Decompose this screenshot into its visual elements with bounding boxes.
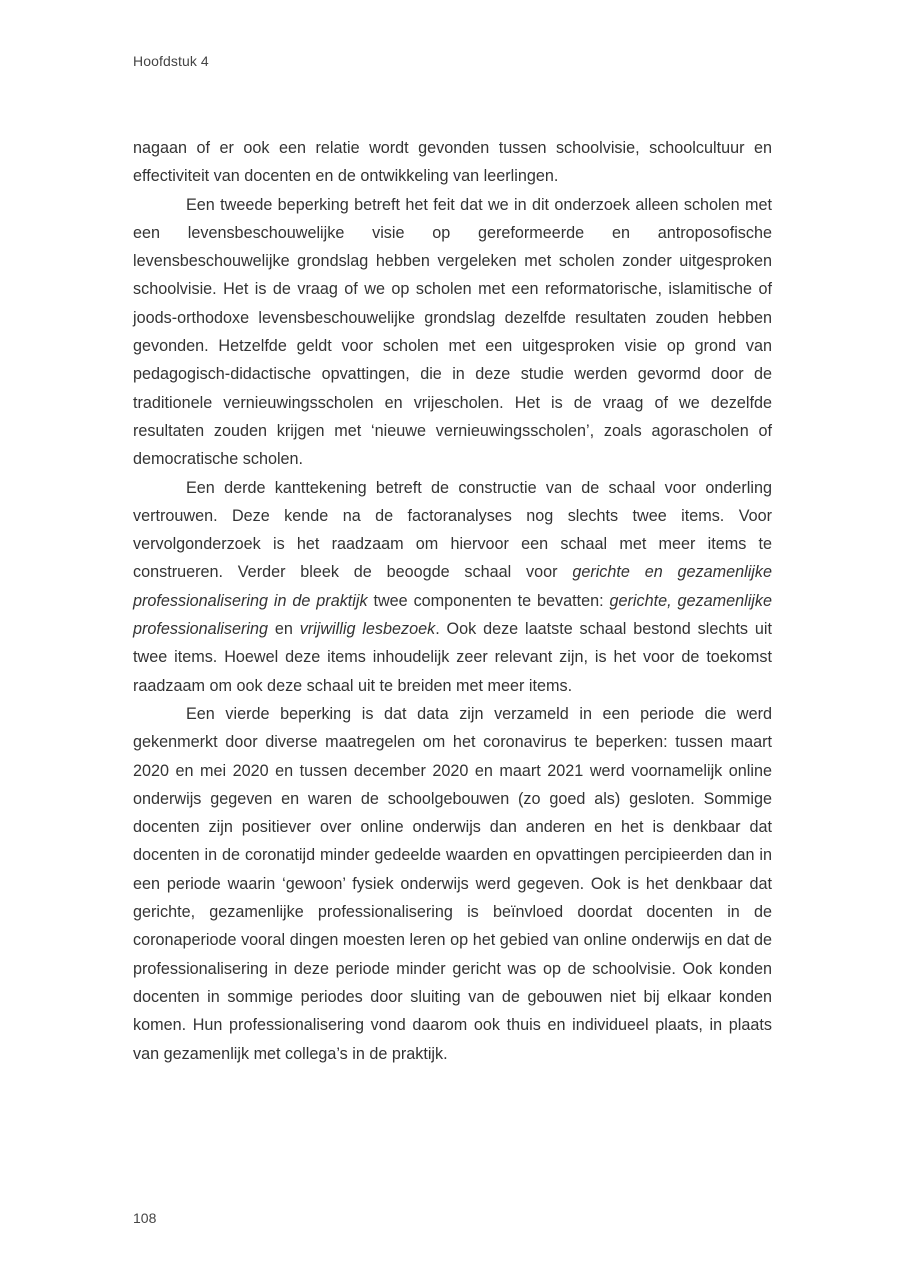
text-segment: en bbox=[267, 620, 300, 639]
italic-term: gerichte en gezamenlijke professionalisering in de praktijk bbox=[133, 563, 772, 610]
paragraph-third-limitation bbox=[133, 474, 772, 700]
running-head: Hoofdstuk 4 bbox=[133, 53, 209, 69]
paragraph-second-limitation bbox=[133, 191, 772, 474]
paragraph-fourth-limitation bbox=[133, 700, 772, 1068]
italic-term: vrijwillig lesbezoek bbox=[299, 620, 436, 639]
text-segment: . Ook deze laatste schaal bestond slechts uit twee items. Hoewel deze items inhoudelijk zeer relevant zijn, is het voor de toekomst raadzaam om ook deze schaal uit te breiden met meer items. bbox=[133, 620, 772, 695]
paragraph-continuation bbox=[133, 134, 772, 191]
text-segment: nagaan of er ook een relatie wordt gevonden tussen schoolvisie, schoolcultuur en effectiviteit van docenten en de ontwikkeling van leerlingen. bbox=[133, 139, 772, 186]
text-segment: Een derde kanttekening betreft de constructie van de schaal voor onderling vertrouwen. Deze kende na de factoranalyses nog slechts twee items. Voor vervolgonderzoek is het raadzaam om hiervoor een schaal met meer items te construeren. Verder bleek de beoogde schaal voor bbox=[133, 478, 772, 582]
italic-term: gerichte, gezamenlijke professionalisering bbox=[133, 591, 772, 639]
body-text bbox=[133, 134, 772, 1068]
text-segment: twee componenten te bevatten: bbox=[367, 591, 610, 610]
text-segment: Een tweede beperking betreft het feit dat we in dit onderzoek alleen scholen met een levensbeschouwelijke visie op gereformeerde en antroposofische levensbeschouwelijke grondslag hebben vergeleken met scholen zonder uitgesproken schoolvisie. Het is de vraag of we op scholen met een reformatorische, islamitische of joods-orthodoxe levensbeschouwelijke grondslag dezelfde resultaten zouden hebben gevonden. Hetzelfde geldt voor scholen met een uitgesproken visie op grond van pedagogisch-didactische opvattingen, die in deze studie werden gevormd door de traditionele vernieuwingsscholen en vrijescholen. Het is de vraag of we dezelfde resultaten zouden krijgen met ‘nieuwe vernieuwingsscholen’, zoals agorascholen of democratische scholen. bbox=[133, 195, 772, 469]
text-segment: Een vierde beperking is dat data zijn verzameld in een periode die werd gekenmerkt door diverse maatregelen om het coronavirus te beperken: tussen maart 2020 en mei 2020 en tussen december 2020 en maart 2021 werd voornamelijk online onderwijs gegeven en waren de schoolgebouwen (zo goed als) gesloten. Sommige docenten zijn positiever over online onderwijs dan anderen en het is denkbaar dat docenten in de coronatijd minder gedeelde waarden en opvattingen percipieerden dan in een periode waarin ‘gewoon’ fysiek onderwijs werd gegeven. Ook is het denkbaar dat gerichte, gezamenlijke professionalisering is beïnvloed doordat docenten in de coronaperiode vooral dingen moesten leren op het gebied van online onderwijs en dat de professionalisering in deze periode minder gericht was op de schoolvisie. Ook konden docenten in sommige periodes door sluiting van de gebouwen niet bij elkaar konden komen. Hun professionalisering vond daarom ook thuis en individueel plaats, in plaats van gezamenlijk met collega’s in de praktijk. bbox=[133, 704, 772, 1063]
page-number: 108 bbox=[133, 1210, 157, 1226]
